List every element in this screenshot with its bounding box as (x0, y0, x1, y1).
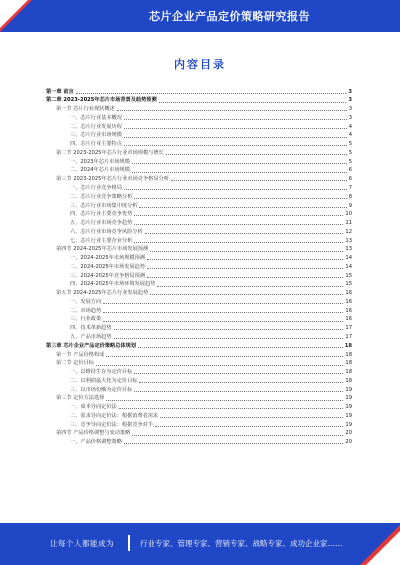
toc-leader-dots (147, 259, 343, 260)
toc-entry-page: 20 (345, 430, 352, 437)
toc-leader-dots (166, 154, 347, 155)
toc-entry-label: 第一节 芯片行业现状概述 (56, 106, 115, 113)
toc-entry-page: 16 (345, 307, 352, 314)
toc-entry[interactable] (46, 86, 352, 95)
toc-entry[interactable] (46, 437, 352, 446)
toc-entry-label: 一、成本导向定价法 (70, 404, 117, 411)
toc-entry[interactable] (46, 261, 352, 270)
footer-roles-text: 行业专家、管理专家、营销专家、战略专家、成功企业家…… (140, 539, 343, 548)
toc-entry-page: 15 (345, 281, 352, 288)
toc-entry-page: 20 (345, 439, 352, 446)
page-footer (0, 523, 400, 565)
footer-corner-decoration-inner (366, 531, 400, 565)
toc-leader-dots (132, 435, 343, 436)
toc-entry-label: 三、芯片行业市场规模 (70, 132, 122, 139)
toc-entry-page: 16 (345, 298, 352, 305)
toc-leader-dots (117, 110, 347, 111)
toc-entry-label: 第二章 2023-2025年芯片市场背景及趋势预测 (46, 97, 157, 104)
toc-entry[interactable] (46, 384, 352, 393)
toc-entry-label: 三、行业政策 (70, 316, 102, 323)
toc-entry-page: 13 (345, 246, 352, 253)
toc-entry[interactable] (46, 375, 352, 384)
toc-entry-label: 第一节 产品价格构成 (56, 351, 105, 358)
toc-entry-page: 15 (345, 272, 352, 279)
toc-leader-dots (103, 321, 343, 322)
toc-leader-dots (134, 224, 343, 225)
toc-entry-page: 19 (345, 404, 352, 411)
toc-entry[interactable] (46, 130, 352, 139)
footer-divider (128, 535, 130, 551)
toc-entry[interactable] (46, 226, 352, 235)
toc-entry[interactable] (46, 288, 352, 297)
toc-entry-page: 16 (345, 290, 352, 297)
toc-entry-label: 一、产品价格调整策略 (70, 439, 122, 446)
toc-leader-dots (114, 338, 344, 339)
toc-entry[interactable] (46, 182, 352, 191)
toc-entry[interactable] (46, 95, 352, 104)
toc-entry-label: 二、2024-2025年市场发展趋势 (70, 263, 145, 270)
toc-entry-page: 19 (345, 412, 352, 419)
toc-entry-page: 18 (345, 377, 352, 384)
toc-entry-page: 5 (348, 141, 352, 148)
toc-leader-dots (138, 347, 343, 348)
toc-entry[interactable] (46, 279, 352, 288)
toc-leader-dots (147, 268, 343, 269)
toc-entry-page: 3 (348, 97, 352, 104)
toc-entry-page: 18 (345, 351, 352, 358)
toc-leader-dots (150, 251, 343, 252)
toc-entry[interactable] (46, 165, 352, 174)
toc-leader-dots (139, 382, 343, 383)
toc-entry-page: 18 (345, 369, 352, 376)
toc-entry-label: 第四节 2024-2025年芯片市场发展预测 (56, 246, 149, 253)
toc-entry[interactable] (46, 331, 352, 340)
table-of-contents (46, 86, 352, 445)
toc-entry-label: 第四节 产品价格调整与变动策略 (56, 430, 131, 437)
toc-entry[interactable] (46, 428, 352, 437)
toc-leader-dots (96, 365, 343, 366)
toc-entry-page: 19 (345, 386, 352, 393)
toc-entry-page: 8 (348, 193, 352, 200)
toc-entry[interactable] (46, 244, 352, 253)
corner-decoration-inner (0, 0, 28, 28)
toc-leader-dots (134, 373, 343, 374)
toc-entry[interactable] (46, 104, 352, 113)
toc-entry-page: 18 (344, 342, 352, 349)
toc-entry-label: 五、芯片行业市场竞争趋势 (70, 220, 133, 227)
toc-entry-page: 5 (348, 158, 352, 165)
toc-entry-page: 4 (348, 123, 352, 130)
toc-entry-page: 14 (345, 263, 352, 270)
toc-leader-dots (132, 163, 347, 164)
toc-leader-dots (106, 400, 343, 401)
toc-entry-label: 三、2024-2025年竞争格局预测 (70, 272, 145, 279)
toc-leader-dots (155, 426, 343, 427)
toc-entry[interactable] (46, 191, 352, 200)
toc-entry-label: 一、2023年芯片市场规模 (70, 158, 130, 165)
page-header (0, 0, 400, 32)
toc-entry-label: 二、芯片行业竞争策略分析 (70, 193, 133, 200)
toc-leader-dots (114, 329, 344, 330)
toc-leader-dots (157, 286, 343, 287)
toc-leader-dots (132, 172, 347, 173)
toc-entry-label: 一、发展方向 (70, 298, 102, 305)
toc-leader-dots (134, 391, 343, 392)
toc-entry-page: 18 (345, 360, 352, 367)
toc-entry-label: 四、芯片行业主要特点 (70, 141, 122, 148)
toc-entry-label: 七、芯片行业主要企业分析 (70, 237, 133, 244)
toc-leader-dots (124, 145, 347, 146)
toc-entry[interactable] (46, 156, 352, 165)
toc-entry-label: 三、芯片行业市场集中度分析 (70, 202, 138, 209)
toc-entry-label: 一、芯片行业竞争格局 (70, 184, 122, 191)
toc-entry-page: 4 (348, 132, 352, 139)
toc-entry[interactable] (46, 402, 352, 411)
toc-leader-dots (150, 294, 343, 295)
toc-leader-dots (160, 417, 343, 418)
toc-entry-label: 三、竞争导向定价法：根据竞争对手 (70, 421, 154, 428)
toc-entry[interactable] (46, 112, 352, 121)
toc-entry-page: 5 (348, 149, 352, 156)
toc-leader-dots (124, 128, 347, 129)
toc-entry[interactable] (46, 209, 352, 218)
toc-entry[interactable] (46, 296, 352, 305)
toc-entry[interactable] (46, 410, 352, 419)
toc-entry-page: 17 (345, 325, 352, 332)
toc-entry[interactable] (46, 139, 352, 148)
toc-entry-page: 10 (345, 211, 352, 218)
toc-entry-label: 第三章 芯片企业产品定价策略总体规划 (46, 342, 136, 349)
toc-entry-label: 第三节 定价方法选择 (56, 395, 105, 402)
toc-entry-label: 一、以维持生存为定价目标 (70, 369, 133, 376)
toc-entry[interactable] (46, 367, 352, 376)
toc-entry-page: 19 (345, 421, 352, 428)
toc-entry[interactable] (46, 235, 352, 244)
toc-leader-dots (134, 198, 346, 199)
toc-entry-label: 二、以利润最大化为定价目标 (70, 377, 138, 384)
toc-entry-page: 9 (348, 202, 352, 209)
toc-entry-label: 四、2024-2025年市场环境发展趋势 (70, 281, 156, 288)
toc-leader-dots (171, 180, 347, 181)
toc-entry[interactable] (46, 393, 352, 402)
toc-entry-label: 二、需求导向定价法：根据消费者需求 (70, 412, 159, 419)
toc-leader-dots (145, 233, 344, 234)
toc-entry[interactable] (46, 419, 352, 428)
toc-entry[interactable] (46, 270, 352, 279)
toc-entry-page: 11 (345, 220, 352, 227)
toc-leader-dots (124, 119, 347, 120)
toc-entry-page: 7 (348, 184, 352, 191)
toc-leader-dots (124, 443, 344, 444)
toc-entry-page: 3 (348, 114, 352, 121)
toc-entry[interactable] (46, 323, 352, 332)
toc-entry-page: 3 (348, 88, 352, 95)
toc-entry[interactable] (46, 340, 352, 349)
toc-entry[interactable] (46, 305, 352, 314)
toc-entry-label: 五、产品市场趋势 (70, 334, 112, 340)
toc-entry[interactable] (46, 147, 352, 156)
toc-entry-label: 三、以市场份额为定价目标 (70, 386, 133, 393)
toc-entry-label: 第一章 前言 (46, 88, 74, 95)
toc-entry[interactable] (46, 314, 352, 323)
toc-entry-page: 13 (345, 237, 352, 244)
toc-leader-dots (119, 408, 344, 409)
toc-leader-dots (76, 93, 347, 94)
toc-entry-label: 六、芯片行业市场竞争风险分析 (70, 228, 143, 235)
toc-entry-page: 6 (348, 176, 352, 183)
toc-entry[interactable] (46, 349, 352, 358)
toc-entry-label: 第五节 2024-2025年芯片行业发展趋势 (56, 290, 149, 297)
toc-entry[interactable] (46, 217, 352, 226)
toc-leader-dots (106, 356, 343, 357)
toc-leader-dots (103, 312, 343, 313)
toc-entry-label: 一、2024-2025年市场规模预测 (70, 255, 145, 262)
toc-leader-dots (147, 277, 343, 278)
toc-entry-label: 第三节 2023-2025年芯片行业市场竞争格局分析 (56, 176, 169, 183)
toc-entry-label: 二、2024年芯片市场规模 (70, 167, 130, 174)
toc-entry-label: 第二节 定价目标 (56, 360, 94, 367)
toc-entry[interactable] (46, 358, 352, 367)
toc-leader-dots (159, 102, 347, 103)
toc-entry-page: 6 (348, 167, 352, 174)
toc-leader-dots (103, 303, 343, 304)
toc-leader-dots (124, 189, 347, 190)
toc-entry-label: 四、芯片行业主要竞争优势 (70, 211, 133, 218)
toc-entry-page: 16 (345, 316, 352, 323)
toc-entry[interactable] (46, 200, 352, 209)
toc-entry-page: 12 (345, 228, 352, 235)
toc-entry-label: 四、技术革新趋势 (70, 325, 112, 332)
toc-entry-page: 3 (348, 106, 352, 113)
toc-entry-label: 二、市场趋势 (70, 307, 102, 314)
toc-entry-page: 19 (345, 395, 352, 402)
toc-entry-page: 17 (345, 334, 352, 340)
toc-entry-label: 第二节 2023-2025年芯片行业市场规模与增长 (56, 149, 164, 156)
toc-entry[interactable] (46, 174, 352, 183)
toc-entry-page: 14 (345, 255, 352, 262)
toc-leader-dots (139, 207, 346, 208)
report-title: 芯片企业产品定价策略研究报告 (149, 10, 310, 23)
toc-leader-dots (124, 137, 347, 138)
toc-leader-dots (134, 242, 343, 243)
toc-entry-label: 一、芯片行业基本概况 (70, 114, 122, 121)
footer-brand-text: 让每个人都能成为 (50, 539, 114, 548)
toc-leader-dots (134, 215, 343, 216)
toc-heading: 内容目录 (174, 58, 226, 71)
toc-entry[interactable] (46, 253, 352, 262)
toc-entry-label: 二、芯片行业发展历程 (70, 123, 122, 130)
toc-entry[interactable] (46, 121, 352, 130)
